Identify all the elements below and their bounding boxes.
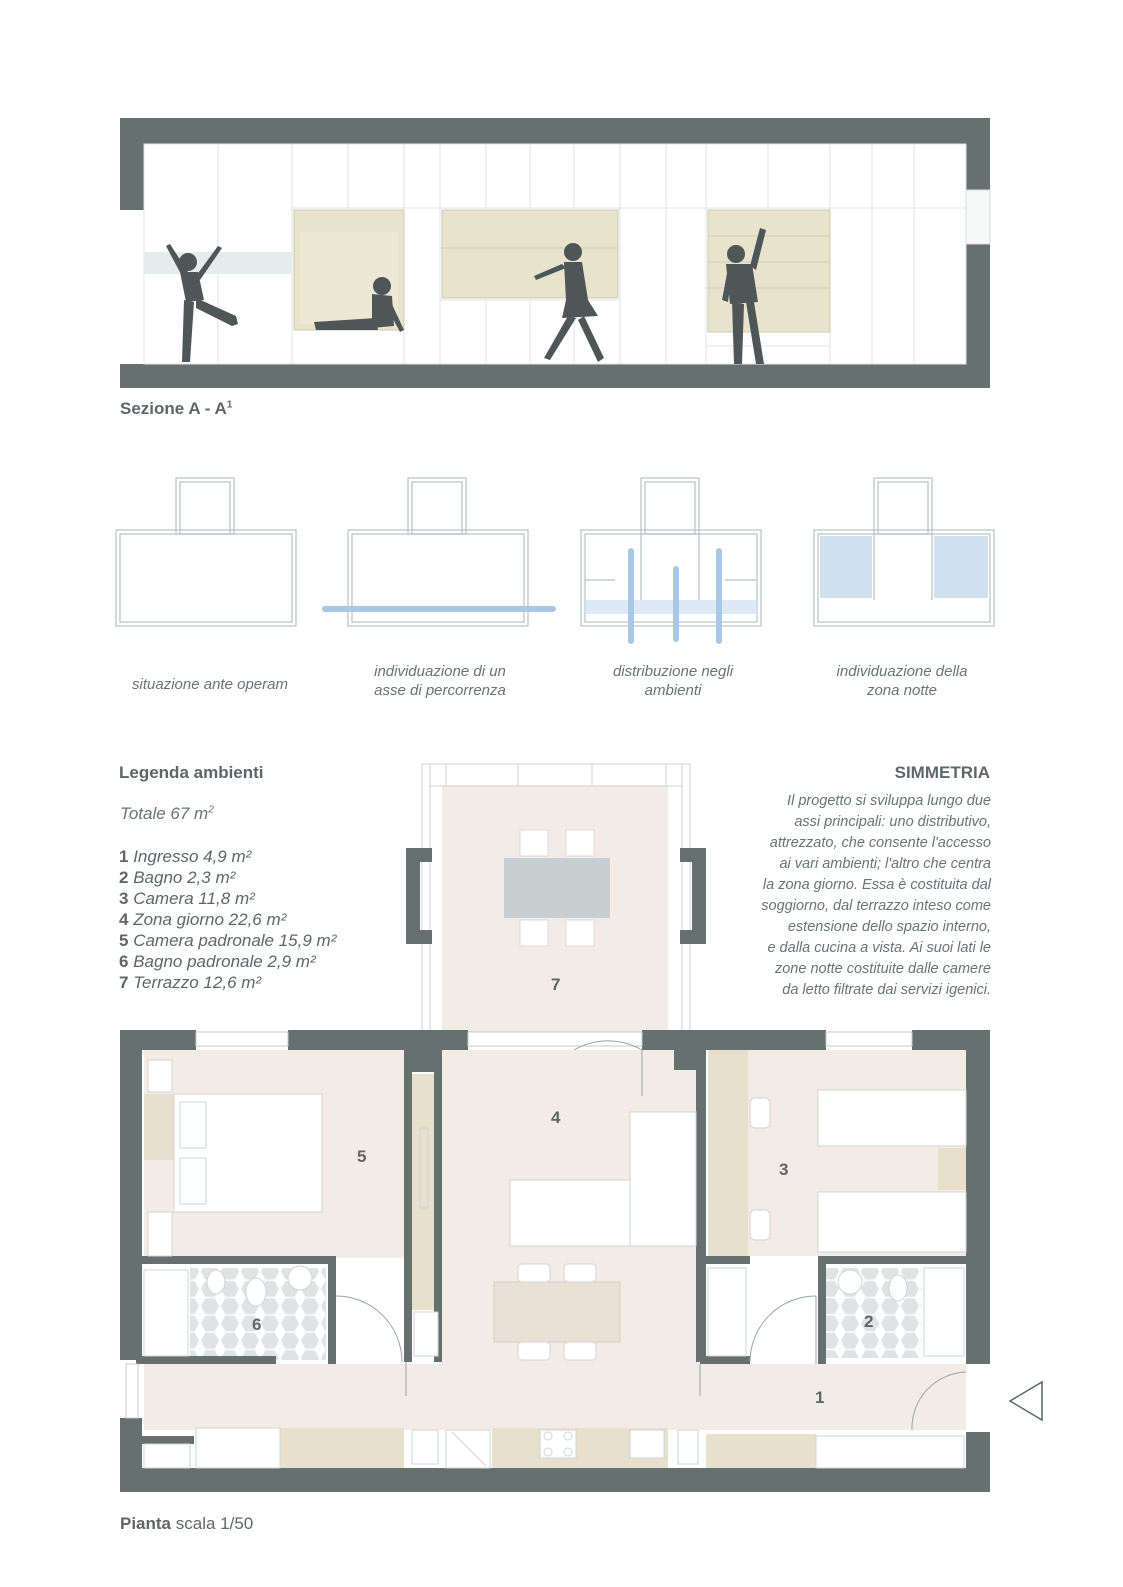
legend-item-number: 2	[119, 868, 129, 887]
legend-item-text: Zona giorno 22,6 m²	[133, 910, 287, 929]
legend-item-text: Ingresso 4,9 m²	[133, 847, 252, 866]
concept-diagram-2	[318, 470, 563, 635]
room-label-7: 7	[551, 975, 561, 994]
legend-item-number: 5	[119, 931, 129, 950]
plan-caption-scale: scala 1/50	[171, 1514, 254, 1533]
legend-total-text: Totale 67 m	[120, 804, 209, 823]
section-caption	[120, 399, 232, 419]
symmetry-line: e dalla cucina a vista. Ai suoi lati le	[767, 940, 991, 956]
diagram-caption-1: situazione ante operam	[132, 676, 288, 693]
room-label-5: 5	[357, 1147, 367, 1166]
room-label-3: 3	[779, 1160, 789, 1179]
symmetry-line: attrezzato, che consente l'accesso	[769, 835, 991, 851]
symmetry-line: ai vari ambienti; l'altro che centra	[779, 856, 991, 872]
legend-item-number: 6	[119, 952, 129, 971]
room-label-1: 1	[815, 1388, 825, 1407]
symmetry-line: Il progetto si sviluppa lungo due	[787, 793, 991, 809]
legend-item-text: Bagno padronale 2,9 m²	[133, 952, 316, 971]
floor-plan	[0, 750, 1123, 1510]
legend-item-number: 4	[119, 910, 129, 929]
legend-item-text: Camera padronale 15,9 m²	[133, 931, 337, 950]
room-label-4: 4	[551, 1108, 561, 1127]
section-drawing	[0, 0, 1123, 420]
legend-item-text: Camera 11,8 m²	[133, 889, 255, 908]
symmetry-line: la zona giorno. Essa è costituita dal	[762, 877, 991, 893]
concept-diagram-4	[808, 470, 1003, 635]
plan-caption	[120, 1514, 253, 1534]
diagram-caption-4: individuazione della zona notte	[836, 663, 968, 699]
legend-item-text: Bagno 2,3 m²	[133, 868, 236, 887]
section-caption-text: Sezione A - A	[120, 399, 227, 418]
symmetry-line: estensione dello spazio interno,	[787, 919, 991, 935]
legend-item-number: 3	[119, 889, 129, 908]
plan-caption-bold: Pianta	[120, 1514, 172, 1533]
concept-diagram-1	[110, 470, 305, 635]
legend-item-text: Terrazzo 12,6 m²	[133, 973, 262, 992]
symmetry-line: zone notte costituite dalle camere	[774, 961, 991, 977]
legend-title: Legenda ambienti	[119, 763, 264, 782]
concept-diagram-3	[575, 470, 770, 650]
diagram-caption-2: individuazione di un asse di percorrenza	[374, 663, 506, 699]
room-label-2: 2	[864, 1312, 874, 1331]
legend-item-number: 7	[119, 973, 129, 992]
symmetry-line: assi principali: uno distributivo,	[794, 814, 991, 830]
section-caption-sup: 1	[226, 399, 233, 411]
diagram-caption-3: distribuzione negli ambienti	[612, 663, 734, 699]
legend-total: Totale 67 $m^2$	[120, 804, 214, 823]
legend-item-number: 1	[119, 847, 129, 866]
symmetry-line: soggiorno, dal terrazzo inteso come	[761, 898, 991, 914]
symmetry-title: SIMMETRIA	[894, 763, 990, 782]
room-label-6: 6	[252, 1315, 262, 1334]
symmetry-line: da letto filtrate dai servizi igenici.	[782, 982, 991, 998]
